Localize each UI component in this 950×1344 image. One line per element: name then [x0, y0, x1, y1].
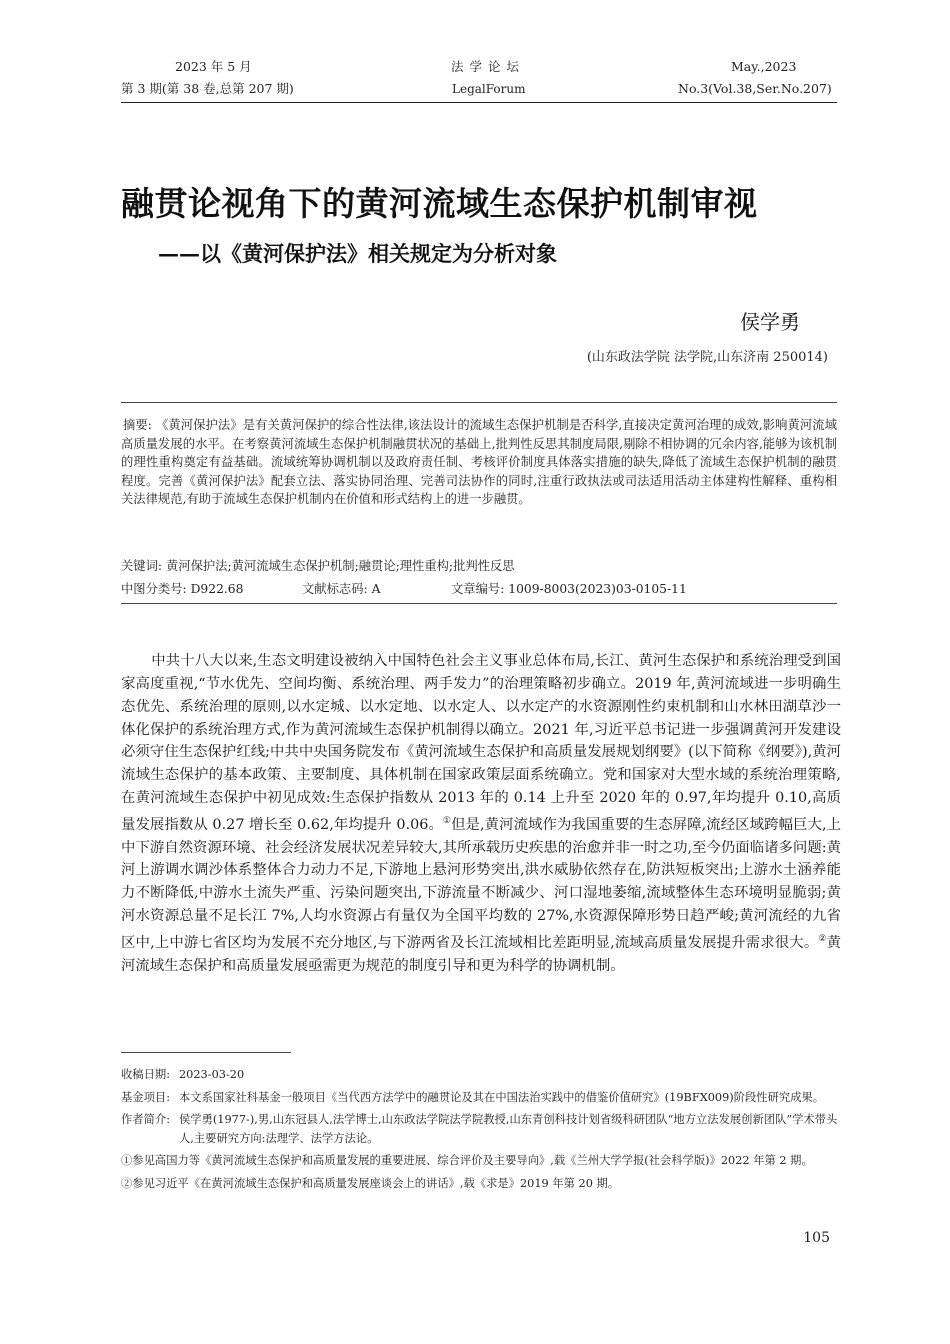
keywords-text: 黄河保护法;黄河流域生态保护机制;融贯论;理性重构;批判性反思: [165, 559, 515, 573]
header-issue: 第 3 期(第 38 卷,总第 207 期): [121, 81, 294, 96]
body-paragraph: [121, 650, 841, 977]
footnotes-block: [121, 1066, 841, 1197]
article-no-value: 1009-8003(2023)03-0105-11: [508, 582, 687, 596]
doc-code-value: A: [371, 582, 381, 596]
footnote-2: ②参见习近平《在黄河流域生态保护和高质量发展座谈会上的讲话》,载《求是》2019 年第 20 期。: [121, 1176, 620, 1190]
keywords-label: 关键词:: [121, 559, 163, 573]
footnote-ref-1[interactable]: ①: [442, 815, 452, 826]
received-label: 收稿日期:: [121, 1068, 170, 1081]
header-issue-en: No.3(Vol.38,Ser.No.207): [678, 81, 832, 96]
author-name: 侯学勇: [740, 310, 800, 334]
clc-label: 中图分类号:: [121, 582, 187, 596]
header-rule: [121, 102, 837, 103]
received-date: 2023-03-20: [179, 1068, 245, 1081]
fund-note: [121, 1089, 841, 1108]
page-number: 105: [803, 1230, 830, 1246]
article-title: 融贯论视角下的黄河流域生态保护机制审视: [121, 184, 758, 223]
abstract-top-rule: [121, 402, 837, 403]
abstract-block: [121, 416, 837, 509]
article-subtitle: ——以《黄河保护法》相关规定为分析对象: [158, 241, 557, 266]
footnote-1: ①参见高国力等《黄河流域生态保护和高质量发展的重要进展、综合评价及主要导向》,载《兰州大学学报(社会科学版)》2022 年第 2 期。: [121, 1154, 813, 1167]
received-note: [121, 1066, 841, 1085]
abstract-label: 摘要:: [123, 418, 152, 432]
author-bio-label: 作者简介:: [121, 1113, 170, 1126]
header-date: 2023 年 5 月: [175, 59, 252, 74]
body-text-part1: 中共十八大以来,生态文明建设被纳入中国特色社会主义事业总体布局,长江、黄河生态保护和系统治理受到国家高度重视,“节水优先、空间均衡、系统治理、两手发力”的治理策略初步确立。2019 年,黄河流域进一步明确生态优先、系统治理的原则,以水定城、以水定地、以水定人、以水定产的水资源刚性约束机制和山水林田湖草沙一体化保护的系统治理方式,作为黄河流域生态保护机制得以确立。2021 年,习近平总书记进一步强调黄河开发建设必须守住生态保护红线;中共中央国务院发布《黄河流域生态保护和高质量发展规划纲要》(以下简称《纲要》),黄河流域生态保护的基本政策、主要制度、具体机制在国家政策层面系统确立。党和国家对大型水域的系统治理策略,在黄河流域生态保护中初见成效:生态保护指数从 2013 年的 0.14 上升至 2020 年的 0.97,年均提升 0.10,高质量发展指数从 0.27 增长至 0.62,年均提升 0.06。: [121, 653, 841, 833]
clc-field: [121, 579, 243, 597]
body-text-part2: 但是,黄河流域作为我国重要的生态屏障,流经区域跨幅巨大,上中下游自然资源环境、社会经济发展状况差异较大,其所承载历史疾患的治愈并非一时之功,至今仍面临诸多问题:黄河上游调水调沙体系整体合力动力不足,下游地上悬河形势突出,洪水威胁依然存在,防洪短板突出;上游水土涵养能力不断降低,中游水土流失严重、污染问题突出,下游流量不断减少、河口湿地萎缩,流域整体生态环境明显脆弱;黄河水资源总量不足长江 7%,人均水资源占有量仅为全国平均数的 27%,水资源保障形势日趋严峻;黄河流经的九省区中,上中游七省区均为发展不充分地区,与下游两省及长江流域相比差距明显,流域高质量发展提升需求很大。: [121, 816, 841, 951]
article-no-label: 文章编号:: [451, 582, 505, 596]
author-affiliation: (山东政法学院 法学院,山东济南 250014): [586, 350, 828, 365]
header-date-en: May.,2023: [731, 59, 797, 74]
author-bio-text: 侯学勇(1977-),男,山东冠县人,法学博士,山东政法学院法学院教授,山东青创科技计划省级科研团队“地方立法发展创新团队”学术带头人,主要研究方向:法理学、法学方法论。: [179, 1113, 838, 1145]
body-text-part3: 黄河流域生态保护和高质量发展亟需更为规范的制度引导和更为科学的协调机制。: [121, 934, 841, 974]
footnote-rule: [121, 1052, 291, 1053]
header-journal-en: LegalForum: [452, 82, 526, 96]
doc-code-label: 文献标志码:: [302, 582, 368, 596]
clc-value: D922.68: [190, 582, 244, 596]
keywords-line: [121, 556, 515, 574]
fund-label: 基金项目:: [121, 1090, 170, 1104]
abstract-text: 《黄河保护法》是有关黄河保护的综合性法律,该法设计的流域生态保护机制是否科学,直接决定黄河治理的成效,影响黄河流域高质量发展的水平。在考察黄河流域生态保护机制融贯状况的基础上,批判性反思其制度局限,剔除不相协调的冗余内容,能够为该机制的理性重构奠定有益基础。流域统筹协调机制以及政府责任制、考核评价制度具体落实措施的缺失,降低了流域生态保护机制的融贯程度。完善《黄河保护法》配套立法、落实协同治理、完善司法协作的同时,注重行政执法或司法适用活动主体建构性解释、重构相关法律规范,有助于流域生态保护机制内在价值和形式结构上的进一步融贯。: [121, 418, 837, 507]
abstract-paragraph: [121, 416, 837, 509]
author-bio-note: [121, 1111, 841, 1148]
fund-text: 本文系国家社科基金一般项目《当代西方法学中的融贯论及其在中国法治实践中的借鉴价值研究》(19BFX009)阶段性研究成果。: [179, 1090, 825, 1104]
footnote-ref-2[interactable]: ②: [818, 933, 827, 944]
doc-code-field: [302, 579, 380, 597]
article-no-field: [451, 579, 687, 597]
abstract-bottom-rule: [121, 603, 837, 604]
header-journal-cn: 法 学 论 坛: [451, 59, 520, 74]
